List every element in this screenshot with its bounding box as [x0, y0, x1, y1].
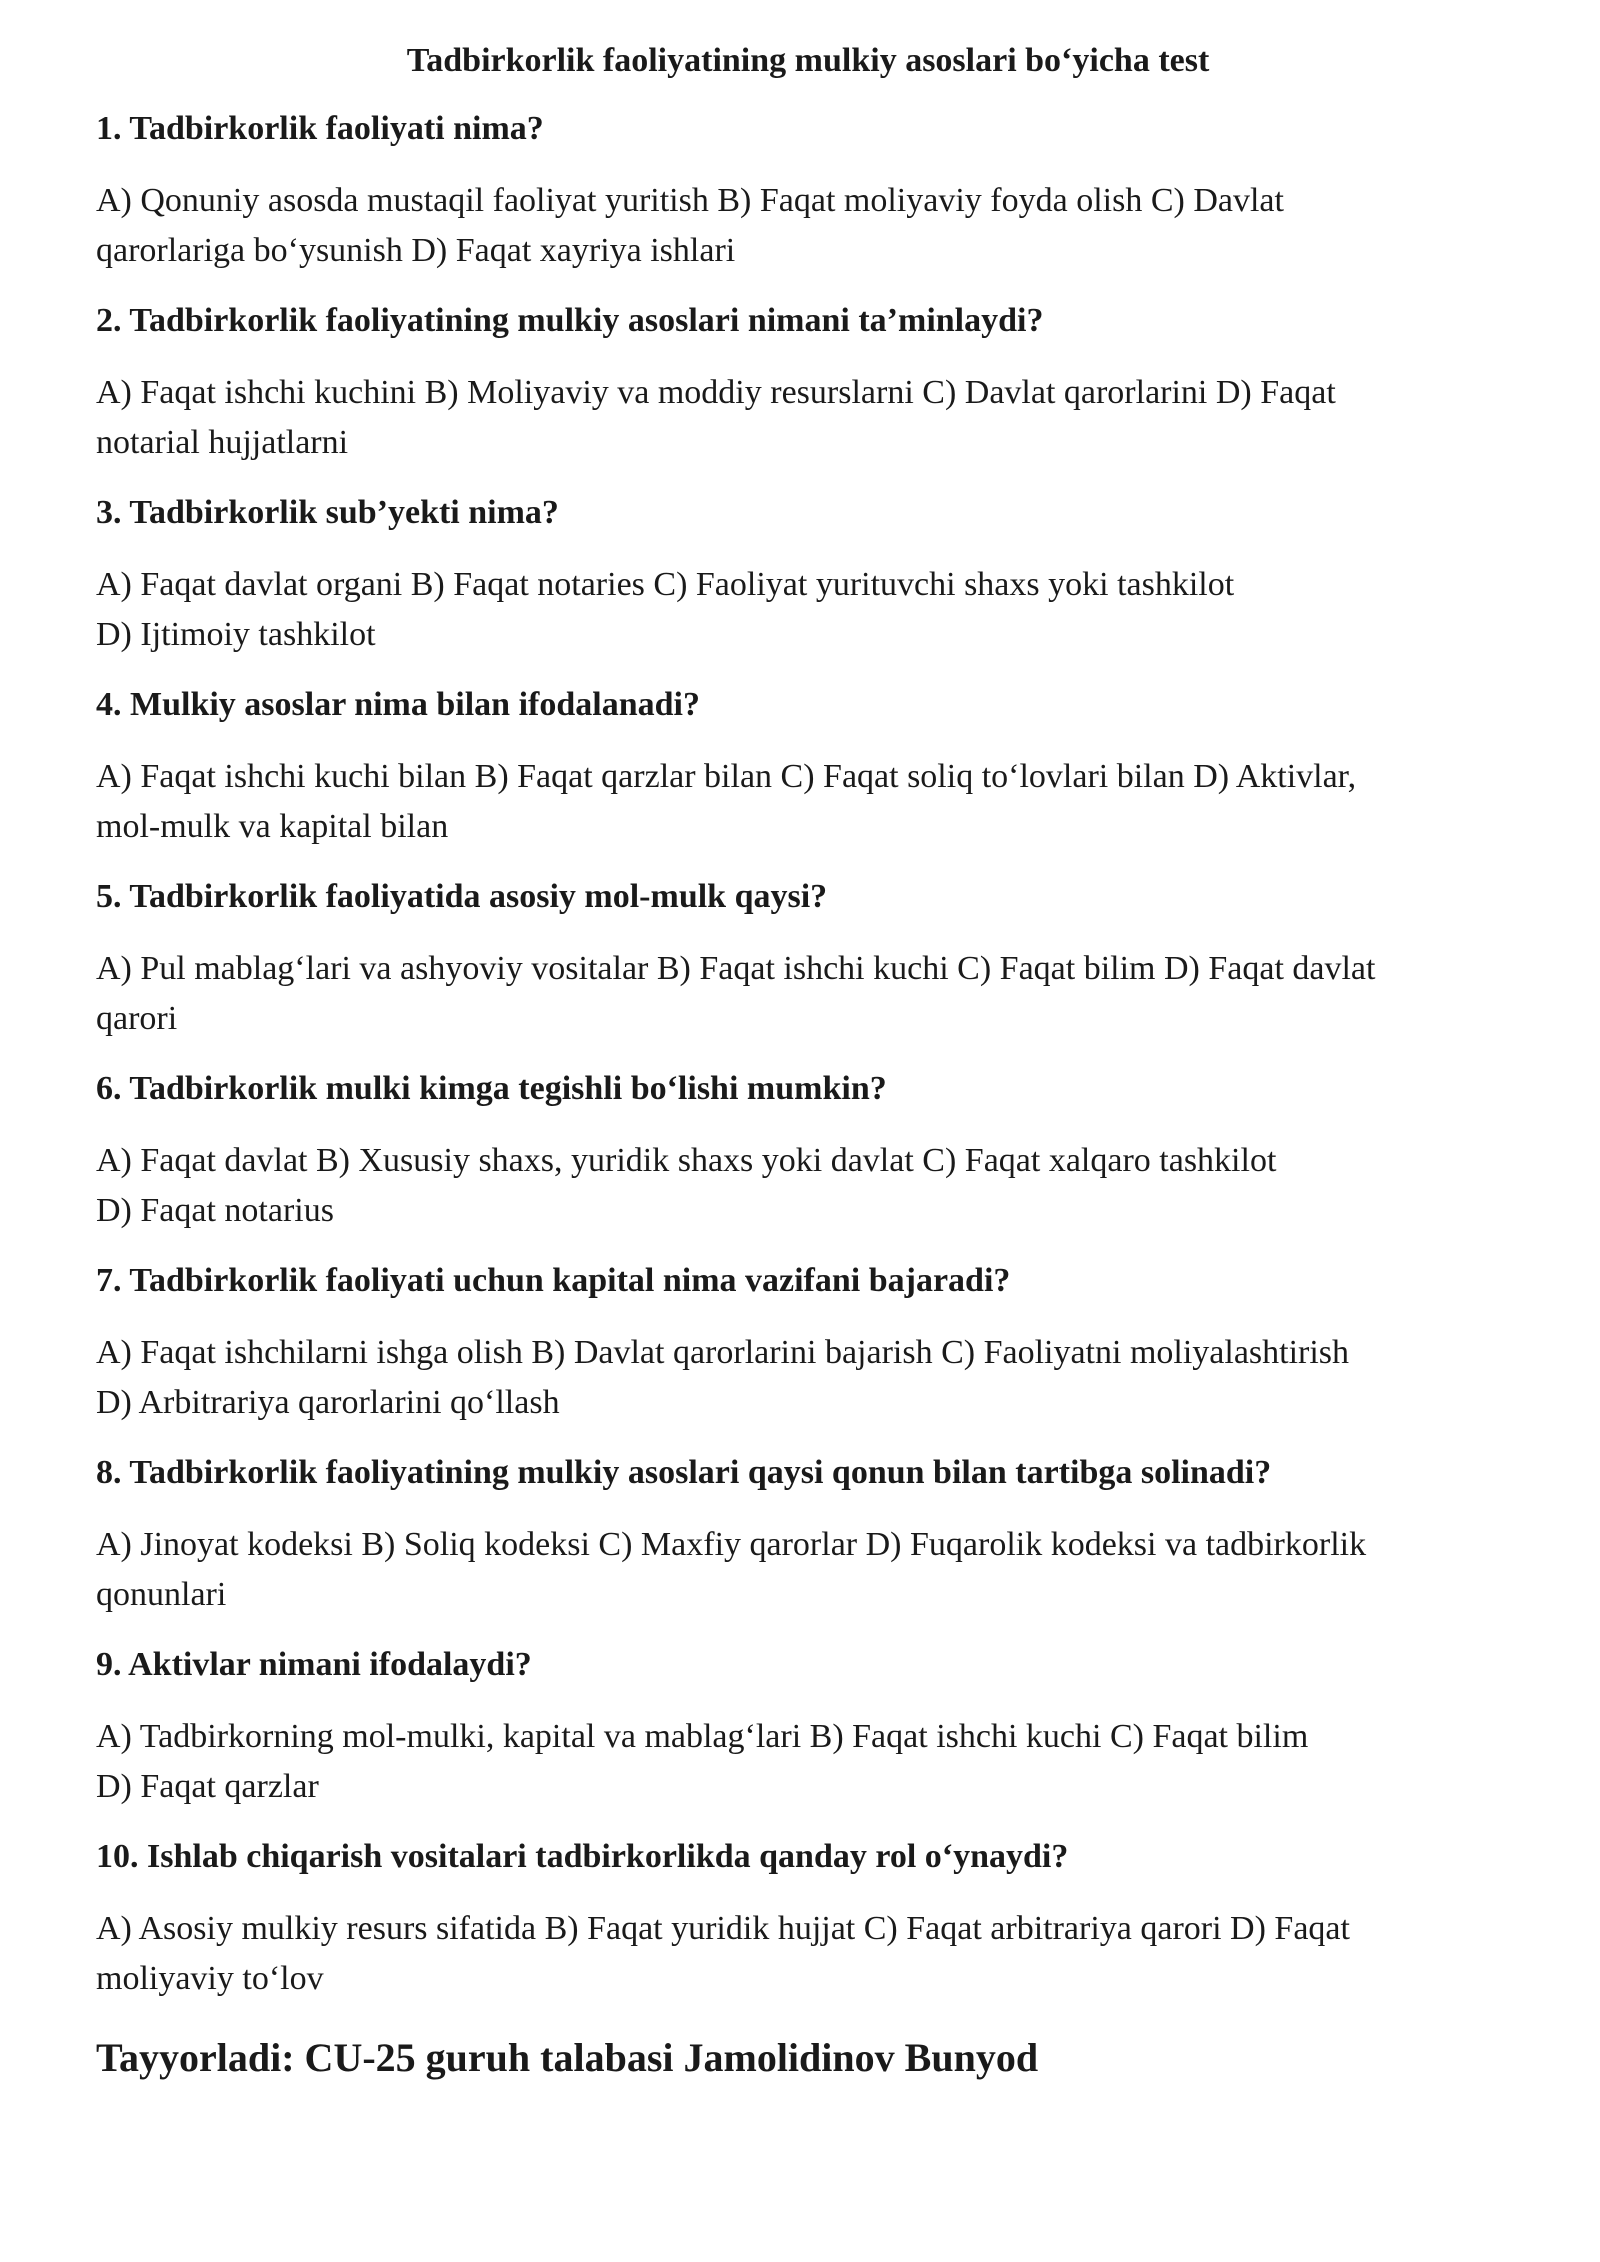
answer-line: moliyaviy to‘lov [96, 1960, 324, 1997]
answer-line: D) Faqat qarzlar [96, 1768, 319, 1805]
answer-line: A) Tadbirkorning mol-mulki, kapital va mablag‘lari B) Faqat ishchi kuchi C) Faqat bilim [96, 1718, 1309, 1755]
answers-5 [96, 944, 1520, 1044]
question-3: 3. Tadbirkorlik sub’yekti nima? [96, 494, 559, 531]
document-title: Tadbirkorlik faoliyatining mulkiy asoslari bo‘yicha test [406, 42, 1210, 79]
answer-line: A) Faqat davlat B) Xususiy shaxs, yuridik shaxs yoki davlat C) Faqat xalqaro tashkilot [96, 1142, 1277, 1179]
answers-3 [96, 560, 1520, 660]
question-block-4 [96, 682, 1520, 852]
question-6: 6. Tadbirkorlik mulki kimga tegishli bo‘lishi mumkin? [96, 1070, 887, 1107]
author-credit: Tayyorladi: CU-25 guruh talabasi Jamolidinov Bunyod [96, 2035, 1039, 2080]
answer-line: A) Faqat davlat organi B) Faqat notaries C) Faoliyat yurituvchi shaxs yoki tashkilot [96, 566, 1235, 603]
answer-line: A) Faqat ishchi kuchini B) Moliyaviy va moddiy resurslarni C) Davlat qarorlarini D) Faqat [96, 374, 1336, 411]
answer-line: qarorlariga bo‘ysunish D) Faqat xayriya ishlari [96, 232, 736, 269]
question-block-7 [96, 1258, 1520, 1428]
question-block-2 [96, 298, 1520, 468]
answers-4 [96, 752, 1520, 852]
answer-line: D) Faqat notarius [96, 1192, 334, 1229]
question-block-1 [96, 106, 1520, 276]
answer-line: qarori [96, 1000, 178, 1037]
answers-2 [96, 368, 1520, 468]
answers-7 [96, 1328, 1520, 1428]
answer-line: A) Qonuniy asosda mustaqil faoliyat yuritish B) Faqat moliyaviy foyda olish C) Davlat [96, 182, 1284, 219]
answers-6 [96, 1136, 1520, 1236]
answer-line: A) Faqat ishchi kuchi bilan B) Faqat qarzlar bilan C) Faqat soliq to‘lovlari bilan D) Aktivlar, [96, 758, 1357, 795]
question-5: 5. Tadbirkorlik faoliyatida asosiy mol-mulk qaysi? [96, 878, 828, 915]
answer-line: D) Ijtimoiy tashkilot [96, 616, 376, 653]
answer-line: A) Asosiy mulkiy resurs sifatida B) Faqat yuridik hujjat C) Faqat arbitrariya qarori D) Faqat [96, 1910, 1350, 1947]
question-8: 8. Tadbirkorlik faoliyatining mulkiy asoslari qaysi qonun bilan tartibga solinadi? [96, 1454, 1272, 1491]
question-2: 2. Tadbirkorlik faoliyatining mulkiy asoslari nimani ta’minlaydi? [96, 302, 1044, 339]
question-9: 9. Aktivlar nimani ifodalaydi? [96, 1646, 532, 1683]
question-block-8 [96, 1450, 1520, 1620]
answer-line: A) Pul mablag‘lari va ashyoviy vositalar B) Faqat ishchi kuchi C) Faqat bilim D) Faqat davlat [96, 950, 1376, 987]
answer-line: notarial hujjatlarni [96, 424, 349, 461]
answer-line: D) Arbitrariya qarorlarini qo‘llash [96, 1384, 560, 1421]
answers-1 [96, 176, 1520, 276]
answers-8 [96, 1520, 1520, 1620]
answer-line: A) Jinoyat kodeksi B) Soliq kodeksi C) Maxfiy qarorlar D) Fuqarolik kodeksi va tadbirkorlik [96, 1526, 1367, 1563]
answers-9 [96, 1712, 1520, 1812]
question-4: 4. Mulkiy asoslar nima bilan ifodalanadi? [96, 686, 700, 723]
answers-10 [96, 1904, 1520, 2004]
answer-line: mol-mulk va kapital bilan [96, 808, 449, 845]
question-block-9 [96, 1642, 1520, 1812]
question-block-3 [96, 490, 1520, 660]
question-block-5 [96, 874, 1520, 1044]
answer-line: qonunlari [96, 1576, 227, 1613]
answer-line: A) Faqat ishchilarni ishga olish B) Davlat qarorlarini bajarish C) Faoliyatni moliyalashtirish [96, 1334, 1350, 1371]
question-7: 7. Tadbirkorlik faoliyati uchun kapital nima vazifani bajaradi? [96, 1262, 1011, 1299]
question-block-10 [96, 1834, 1520, 2004]
question-1: 1. Tadbirkorlik faoliyati nima? [96, 110, 544, 147]
question-block-6 [96, 1066, 1520, 1236]
question-10: 10. Ishlab chiqarish vositalari tadbirkorlikda qanday rol o‘ynaydi? [96, 1838, 1069, 1875]
